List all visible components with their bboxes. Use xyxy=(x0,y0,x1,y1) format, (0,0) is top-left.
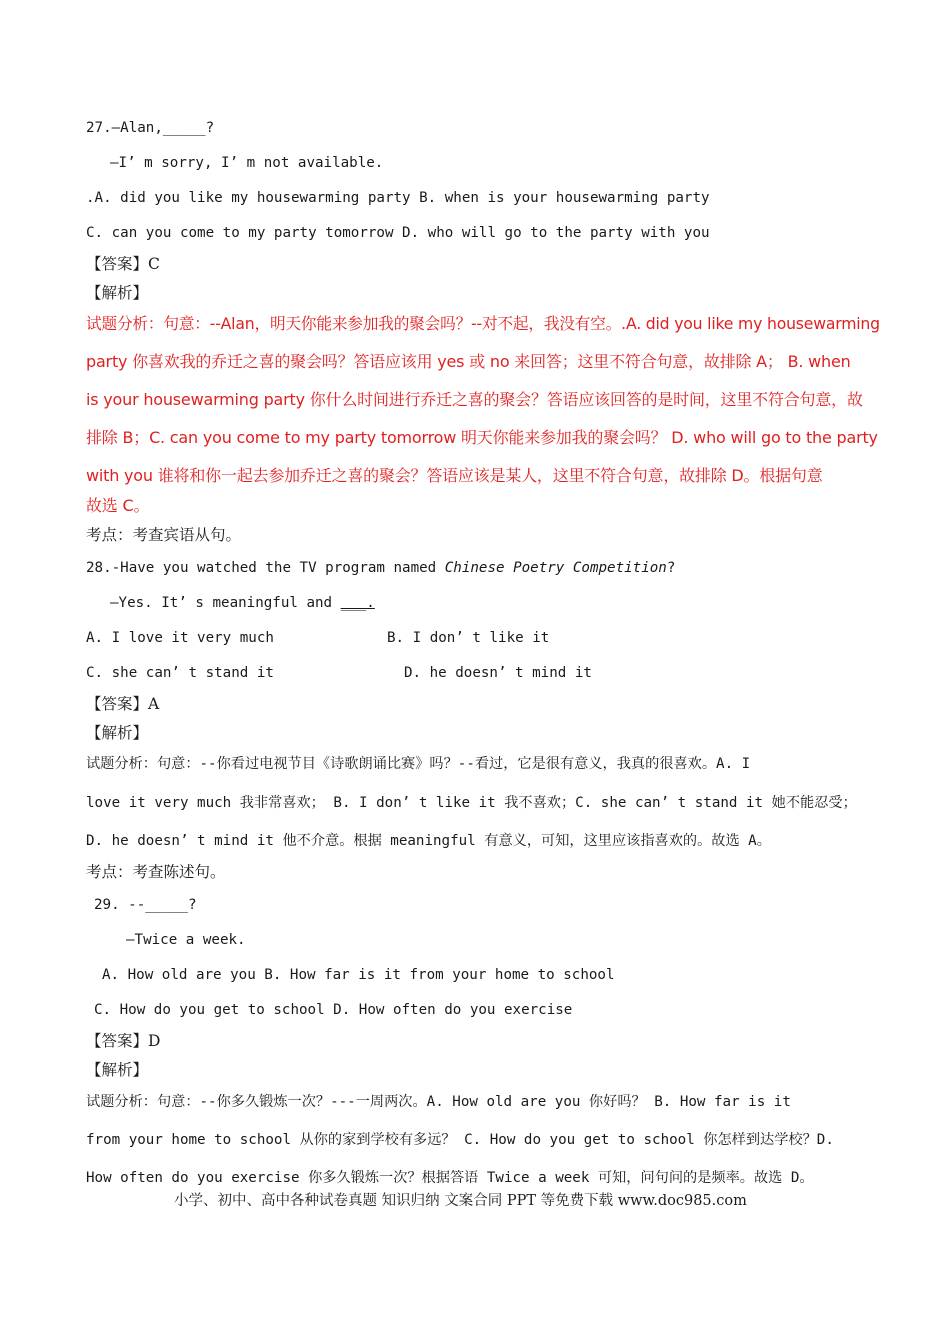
q29-analysis-line: from your home to school 从你的家到学校有多远？ C. How do you get to school 你怎样到达学校？D. xyxy=(86,1132,834,1148)
q28-topic: 考点：考查陈述句。 xyxy=(86,863,226,881)
q28-option-b: B. I don’ t like it xyxy=(387,630,550,646)
page-footer: 小学、初中、高中各种试卷真题 知识归纳 文案合同 PPT 等免费下载 www.doc985.com xyxy=(174,1193,747,1209)
q27-analysis-line: 故选 C。 xyxy=(86,496,150,515)
q28-analysis-line: D. he doesn’ t mind it 他不介意。根据 meaningful 有意义，可知，这里应该指喜欢的。故选 A。 xyxy=(86,833,771,849)
q28-reply-blank: ___. xyxy=(340,595,375,611)
q27-analysis-line: party 你喜欢我的乔迁之喜的聚会吗？答语应该用 yes 或 no 来回答；这里不符合句意，故排除 A； B. when xyxy=(86,352,851,371)
q28-reply xyxy=(110,593,375,613)
q29-analysis-line: 试题分析：句意：--你多久锻炼一次？---一周两次。A. How old are you 你好吗？ B. How far is it xyxy=(86,1094,791,1110)
q27-analysis-label: 【解析】 xyxy=(86,284,149,302)
q28-answer: 【答案】A xyxy=(86,695,160,713)
q28-analysis-line: love it very much 我非常喜欢； B. I don’ t like it 我不喜欢；C. she can’ t stand it 她不能忍受； xyxy=(86,795,857,811)
q27-analysis-line: with you 谁将和你一起去参加乔迁之喜的聚会？答语应该是某人，这里不符合句意，故排除 D。根据句意 xyxy=(86,466,823,485)
q27-options-cd: C. can you come to my party tomorrow D. who will go to the party with you xyxy=(86,225,710,241)
q28-question-end: ? xyxy=(666,560,676,576)
q29-answer: 【答案】D xyxy=(86,1032,161,1050)
q28-analysis-line: 试题分析：句意：--你看过电视节目《诗歌朗诵比赛》吗？--看过，它是很有意义，我真的很喜欢。A. I xyxy=(86,756,751,772)
q27-topic: 考点：考查宾语从句。 xyxy=(86,526,242,544)
q29-reply: —Twice a week. xyxy=(126,932,246,948)
q29-options-ab: A. How old are you B. How far is it from your home to school xyxy=(102,967,615,983)
q27-question: 27.—Alan,_____? xyxy=(86,120,215,136)
q28-option-a: A. I love it very much xyxy=(86,630,274,646)
q28-program-title: Chinese Poetry Competition xyxy=(444,560,667,576)
q27-reply: —I’ m sorry, I’ m not available. xyxy=(110,155,384,171)
q27-analysis-line: 排除 B；C. can you come to my party tomorrow 明天你能来参加我的聚会吗？ D. who will go to the party xyxy=(86,428,878,447)
q28-question xyxy=(86,558,675,578)
q27-options-ab: .A. did you like my housewarming party B. when is your housewarming party xyxy=(86,190,710,206)
q27-answer: 【答案】C xyxy=(86,255,160,273)
q29-analysis-line: How often do you exercise 你多久锻炼一次？根据答语 Twice a week 可知，问句问的是频率。故选 D。 xyxy=(86,1170,814,1186)
q27-analysis-line: is your housewarming party 你什么时间进行乔迁之喜的聚会？答语应该回答的是时间，这里不符合句意，故 xyxy=(86,390,863,409)
q27-analysis-line: 试题分析：句意：--Alan，明天你能来参加我的聚会吗？--对不起，我没有空。.A. did you like my housewarming xyxy=(86,314,880,333)
q29-options-cd: C. How do you get to school D. How often do you exercise xyxy=(94,1002,573,1018)
q28-analysis-label: 【解析】 xyxy=(86,724,149,742)
q28-question-text: 28.-Have you watched the TV program named xyxy=(86,560,445,576)
q29-question: 29. --_____? xyxy=(94,897,197,913)
q28-option-c: C. she can’ t stand it xyxy=(86,665,274,681)
q29-analysis-label: 【解析】 xyxy=(86,1061,149,1079)
q28-option-d: D. he doesn’ t mind it xyxy=(404,665,592,681)
q28-reply-text: —Yes. It’ s meaningful and xyxy=(110,595,341,611)
